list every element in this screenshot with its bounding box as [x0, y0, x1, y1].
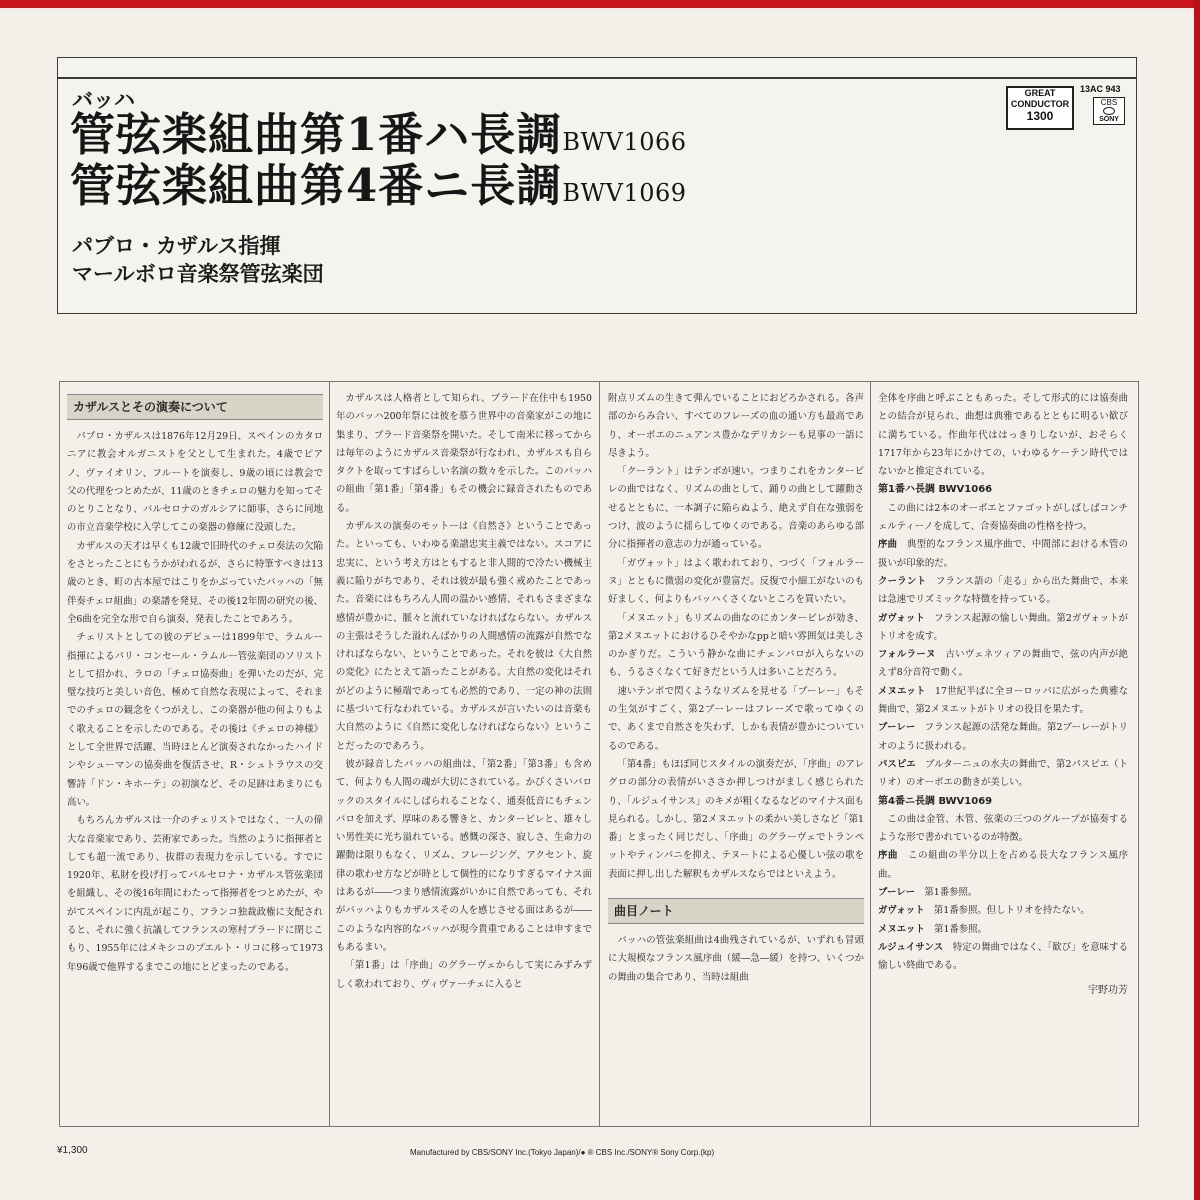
badge-line-2: CONDUCTOR	[1010, 99, 1070, 109]
column-divider	[329, 381, 330, 1127]
badge-number: 1300	[1026, 109, 1054, 123]
suite-1-subheading: 第1番ハ長調 BWV1066	[878, 484, 993, 496]
cbs-eye-icon	[1103, 107, 1115, 115]
manufacturer-credit: Manufactured by CBS/SONY Inc.(Tokyo Japan)/● ® CBS Inc./SONY® Sony Corp.(kp)	[410, 1148, 715, 1157]
paragraph: 「クーラント」はテンポが速い。つまりこれをカンタービレの曲ではなく、リズムの曲として、踊りの曲として躍動させるとともに、一本調子に陥らぬよう、絶えず自在な強弱をつけ、波のように揺らしてゆくのである。音楽のあらゆる部分に指揮者の意志の力が通っている。	[608, 466, 864, 551]
price-label: ¥1,300	[57, 1145, 88, 1156]
paragraph: カザルスの演奏のモットーは《自然さ》ということであった。といっても、いわゆる楽譜忠実主義ではない。スコアに忠実に、という考え方はともすると非人間的で冷たい機械主義に陥りがちであり、それは彼が最も強く戒めたことであった。音楽にはもちろん人間の温かい感情、それもさまざまな感情が豊かに、脈々と流れていなければならない。カザルスの主張はそうした溢れんばかりの人間感情の流露が自然でなければならない、ということであった。それを彼は《大自然の変化》にたとえて語ったことがある。大自然の変化はそれがどのように極端であっても必然的であり、一定の神の法則に基づいて行なわれている。カザルスが言いたいのは音楽も大自然のように《自然に変化しなければならない》ということだったのであろう。	[336, 521, 592, 752]
movement-name: ブーレー	[878, 722, 916, 734]
author-signature: 宇野功芳	[1088, 984, 1128, 996]
composer-name: バッハ	[72, 88, 135, 112]
paragraph: カザルスの天才は早くも12歳で旧時代のチェロ奏法の欠陥をさとったことにもうかがわれるが、さらに特筆すべきは13歳のとき、町の古本屋ではこりをかぶっていたバッハの「無伴奏チェロ組曲」の楽譜を発見、その後12年間の研究の後、全6曲を完全な形で自ら演奏、発表したことであろう。	[67, 540, 323, 625]
paragraph: この曲は金管、木管、弦楽の三つのグループが協奏するような形で書かれているのが特徴。	[878, 813, 1128, 844]
movement-note	[878, 902, 1128, 920]
paragraph: 全体を序曲と呼ぶこともあった。そして形式的には協奏曲との結合が見られ、曲想は典雅であるとともに明るい歓びに満ちている。作曲年代ははっきりしないが、おそらく1717年から23年にかけての、いわゆるケーテン時代ではないかと推定されている。	[878, 393, 1128, 478]
paragraph: 彼が録音したバッハの組曲は、「第2番」「第3番」も含めて、何よりも人間の魂が大切にされている。かびくさいバロックのスタイルにしばられることなく、通奏低音にもチェンバロを加えず、厚味のある響きと、カンタービレと、雄々しい男性美に光ち溢れている。感慨の深さ、寂しさ、生命力の躍動は限りもなく、リズム、フレージング、アクセント、旋律の歌わせ方などが時として個性的になりすぎるマイナス面はあるが――つまり感情流露がいかに自然であっても、それがバッハよりもカザルスその人を感じさせる面はあるが――このような内容的なバッハが現今貴重であることは申すまでもあるまい。	[336, 758, 592, 953]
badge-line-1: GREAT	[1024, 88, 1056, 98]
title-suite-4	[70, 159, 687, 212]
movement-note	[878, 573, 1128, 610]
movement-name: ルジュイサンス	[878, 941, 944, 953]
movement-description: 第1番参照。	[934, 923, 987, 935]
paragraph: 「第1番」は「序曲」のグラーヴェからして実にみずみずしく歌われており、ヴィヴァーチェに入ると	[336, 960, 592, 990]
movement-description: フランス語の「走る」から出た舞曲で、本来は急速でリズミックな特徴を持っている。	[878, 575, 1128, 606]
paragraph: この曲には2本のオーボエとファゴットがしばしばコンチェルティーノを成して、合奏協奏曲の性格を持つ。	[878, 502, 1128, 533]
movement-note	[878, 719, 1128, 756]
conductor-credit: パブロ・カザルス指揮	[72, 234, 281, 258]
movement-name: ブーレー	[878, 887, 916, 899]
movement-description: 第1番参照。但しトリオを持たない。	[933, 905, 1090, 917]
paragraph: バッハの管弦楽組曲は4曲残されているが、いずれも冒頭に大規模なフランス風序曲（緩―急―緩）を持つ、いくつかの舞曲の集合であり、当時は組曲	[608, 935, 864, 983]
movement-note	[878, 921, 1128, 939]
suite-4-subheading: 第4番ニ長調 BWV1069	[878, 795, 993, 807]
orchestra-credit: マールボロ音楽祭管弦楽団	[72, 262, 324, 286]
cbs-sony-logo	[1093, 97, 1125, 125]
movement-name: パスピエ	[878, 758, 916, 770]
movement-name: クーラント	[878, 575, 927, 587]
movement-description: フランス起源の活発な舞曲。第2ブーレーがトリオのように扱われる。	[878, 722, 1128, 752]
title-suite-4-bwv: BWV1069	[562, 179, 687, 207]
great-conductor-badge	[1006, 86, 1074, 130]
paragraph: カザルスは人格者として知られ、プラード在住中も1950年のバッハ200年祭には彼を慕う世界中の音楽家がこの地に集まり、プラード音楽祭を開いた。そして南米に移ってからは毎年のようにカザルス音楽祭が行なわれ、カザルスも自らタクトを取ってすばらしい名演の数々を示した。このバッハの組曲「第1番」「第4番」もその機会に録音されたものである。	[336, 393, 592, 514]
section-heading-program-notes: 曲目ノート	[608, 898, 864, 924]
movement-name: フォルラーヌ	[878, 649, 936, 661]
cbs-label: CBS	[1100, 98, 1118, 107]
column-divider	[599, 381, 600, 1127]
top-red-border	[0, 0, 1200, 8]
notes-column-3	[608, 390, 864, 1115]
notes-column-4	[878, 390, 1128, 1115]
movement-description: ブルターニュの水夫の舞曲で、第2パスピエ（トリオ）のオーボエの動きが美しい。	[878, 758, 1128, 789]
title-suite-1	[70, 108, 687, 161]
movement-note	[878, 683, 1128, 720]
column-divider	[870, 381, 871, 1127]
paragraph: もちろんカザルスは一介のチェリストではなく、一人の偉大な音楽家であり、芸術家であった。当然のように指揮者としても超一流であり、抜群の表現力を示している。すでに1920年、私財を投げ打ってバルセロナ・カザルス管弦楽団を組織し、その後16年間にわたって指揮者をつとめたが、やがてスペインに内乱が起こり、フランコ独裁政権に支配されると、それに強く抗議してフランスの寒村プラードに閉じこもり、1955年にはメキシコのプエルト・リコに移って1973年96歳で他界するまでこの地にとどまったのである。	[67, 815, 323, 973]
movement-name: メヌエット	[878, 685, 926, 697]
notes-column-2	[336, 390, 592, 1115]
movement-description: この組曲の半分以上を占める長大なフランス風序曲。	[878, 850, 1128, 880]
title-box-rule	[57, 77, 1137, 79]
movement-description: 特定の舞曲ではなく、「歓び」を意味する愉しい終曲である。	[878, 941, 1128, 972]
movement-note	[878, 536, 1128, 573]
movement-note	[878, 939, 1128, 976]
paragraph: 附点リズムの生きて弾んでいることにおどろかされる。各声部のからみ合い、すべてのフレーズの血の通い方も最高であり、オーボエのニュアンス豊かなデリカシーも見事の一語に尽きよう。	[608, 393, 864, 459]
title-suite-1-text: 管弦楽組曲第1番ハ長調	[70, 108, 563, 161]
paragraph: 「ガヴォット」はよく歌われており、つづく「フォルラーヌ」とともに微弱の変化が豊富だ。反復で小細工がないのも好ましく、何よりもバッハくさくないところを買いたい。	[608, 557, 864, 606]
movement-name: ガヴォット	[878, 612, 925, 624]
movement-description: 典型的なフランス風序曲で、中間部における木管の扱いが印象的だ。	[878, 539, 1128, 569]
movement-note	[878, 884, 1128, 902]
movement-description: 古いヴェネツィアの舞曲で、弦の内声が絶えず8分音符で動く。	[878, 649, 1128, 679]
right-red-border	[1194, 0, 1200, 1200]
movement-name: メヌエット	[878, 923, 925, 935]
movement-name: ガヴォット	[878, 905, 925, 917]
sony-label: SONY	[1099, 116, 1119, 123]
movement-note	[878, 756, 1128, 793]
movement-description: 17世紀半ばに全ヨーロッパに広がった典雅な舞曲で、第2メヌエットがトリオの役目を果たす。	[878, 685, 1128, 716]
movement-description: 第1番参照。	[924, 887, 978, 899]
title-suite-1-bwv: BWV1066	[562, 128, 687, 156]
paragraph: 「第4番」もほぼ同じスタイルの演奏だが、「序曲」のアレグロの部分の表情がいささか押しつけがましく感じられたり、「ルジュイサンス」のキメが粗くなるなどのマイナス面も見られる。しかし、第2メヌエットの柔かい美しさなど「第1番」とまったく同じだし、「序曲」のグラーヴェでトランペットやティンパニを抑え、テヌートによる心優しい弦の歌を表面に押し出した解釈もカザルスならではといえよう。	[608, 758, 864, 880]
paragraph: 速いテンポで閃くようなリズムを見せる「ブーレー」もその生気がすごく、第2ブーレーはフレーズで歌ってゆくので、あくまで自然さを失わず、しかも表情が豊かについているのである。	[608, 685, 864, 752]
section-heading-casals: カザルスとその演奏について	[67, 394, 323, 420]
movement-note	[878, 847, 1128, 884]
movement-description: フランス起源の愉しい舞曲。第2ガヴォットがトリオを成す。	[878, 612, 1128, 642]
paragraph: チェリストとしての彼のデビューは1899年で、ラムルー指揮によるパリ・コンセール・ラムルー管弦楽団のソリストとして招かれ、ラロの「チェロ協奏曲」を弾いたのだが、完璧な技巧と美しい音色、極めて自然な表現によって、それまでのチェロの観念をくつがえし、この楽器が他の何よりもよく歌えることを示したのである。その後は《チェロの神様》として全世界で活躍、当時ほとんど演奏されなかったハイドンやシューマンの協奏曲を復活させ、R・シュトラウスの交響詩「ドン・キホーテ」の初演など、その足跡はあまりにも高い。	[67, 632, 323, 808]
notes-column-1	[67, 390, 323, 1115]
catalog-number: 13AC 943	[1080, 84, 1121, 94]
paragraph: 「メヌエット」もリズムの曲なのにカンタービレが効き、第2メヌエットにおけるひそやかなppと暗い雰囲気は美しさのかぎりだ。こういう静かな曲にチェンバロが入らないのも、うるさくなくて好きだという人は多いことだろう。	[608, 612, 864, 679]
movement-name: 序曲	[878, 850, 899, 862]
title-suite-4-text: 管弦楽組曲第4番ニ長調	[70, 159, 563, 212]
paragraph: パブロ・カザルスは1876年12月29日、スペインのカタロニアに教会オルガニストを父として生まれた。4歳でピアノ、ヴァイオリン、フルートを演奏し、9歳の頃には教会で父の代理をつとめたが、11歳のときチェロの魅力を知ってそのとりことなり、バルセロナのガルシアに師事、さらに同地の市立音楽学校に入学してこの楽器の修練に没頭した。	[67, 431, 323, 534]
movement-name: 序曲	[878, 539, 898, 551]
movement-note	[878, 646, 1128, 683]
movement-note	[878, 610, 1128, 647]
